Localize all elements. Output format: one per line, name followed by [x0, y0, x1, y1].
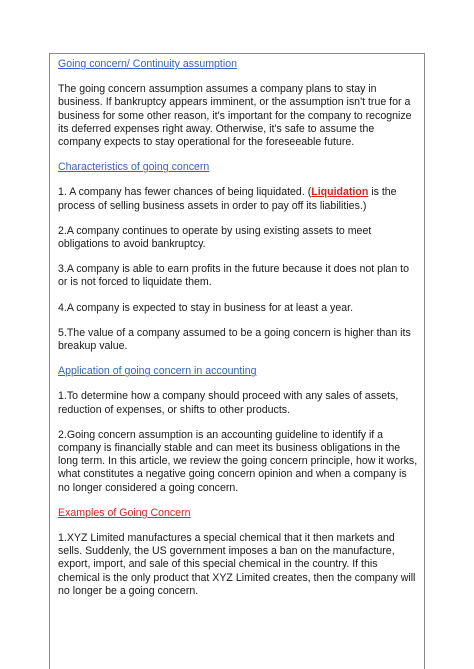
characteristic-item-4: 4.A company is expected to stay in business for at least a year. [58, 301, 354, 314]
characteristic-item-5: 5.The value of a company assumed to be a going concern is higher than its breakup value. [58, 326, 411, 353]
characteristic-item-3: 3.A company is able to earn profits in the future because it does not plan to or is not forced to liquidate them. [58, 263, 409, 289]
characteristic-item-1-text-after: is the process of selling business assets in order to pay off its liabilities.) [58, 186, 397, 212]
application-item-1: 1.To determine how a company should proceed with any sales of assets, reduction of expenses, or shifts to other products. [58, 390, 399, 416]
application-item-2: 2.Going concern assumption is an accounting guideline to identify if a company is financially stable and can meet its business obligations in the long term. In this article, we review the going concern principle, how it works, what constitutes a negative going concern opinion and when a company is no longer considered a going concern. [58, 428, 418, 494]
characteristic-item-1-text-before: 1. A company has fewer chances of being liquidated. ( [58, 186, 312, 199]
heading-examples: Examples of Going Concern [58, 506, 191, 519]
paragraph-going-concern-definition: The going concern assumption assumes a company plans to stay in business. If bankruptcy appears imminent, or the assumption isn't true for a business for some other reason, it's important for the company to recognize its deferred expenses right away. Otherwise, it's safe to assume the company expects to stay operational for the foreseeable future. [58, 83, 412, 149]
heading-characteristics: Characteristics of going concern [58, 161, 210, 174]
heading-going-concern: Going concern/ Continuity assumption [58, 58, 238, 70]
document-body [58, 58, 420, 598]
example-item-1: 1.XYZ Limited manufactures a special chemical that it then markets and sells. Suddenly, the US government imposes a ban on the manufacture, export, import, and sale of this special chemical in the country. If this chemical is the only product that XYZ Limited creates, then the company will no longer be a going concern. [58, 532, 416, 597]
liquidation-term: Liquidation [311, 186, 369, 199]
characteristic-item-1 [58, 186, 420, 212]
heading-application: Application of going concern in accounting [58, 365, 257, 378]
characteristic-item-2: 2.A company continues to operate by using existing assets to meet obligations to avoid bankruptcy. [58, 224, 372, 251]
